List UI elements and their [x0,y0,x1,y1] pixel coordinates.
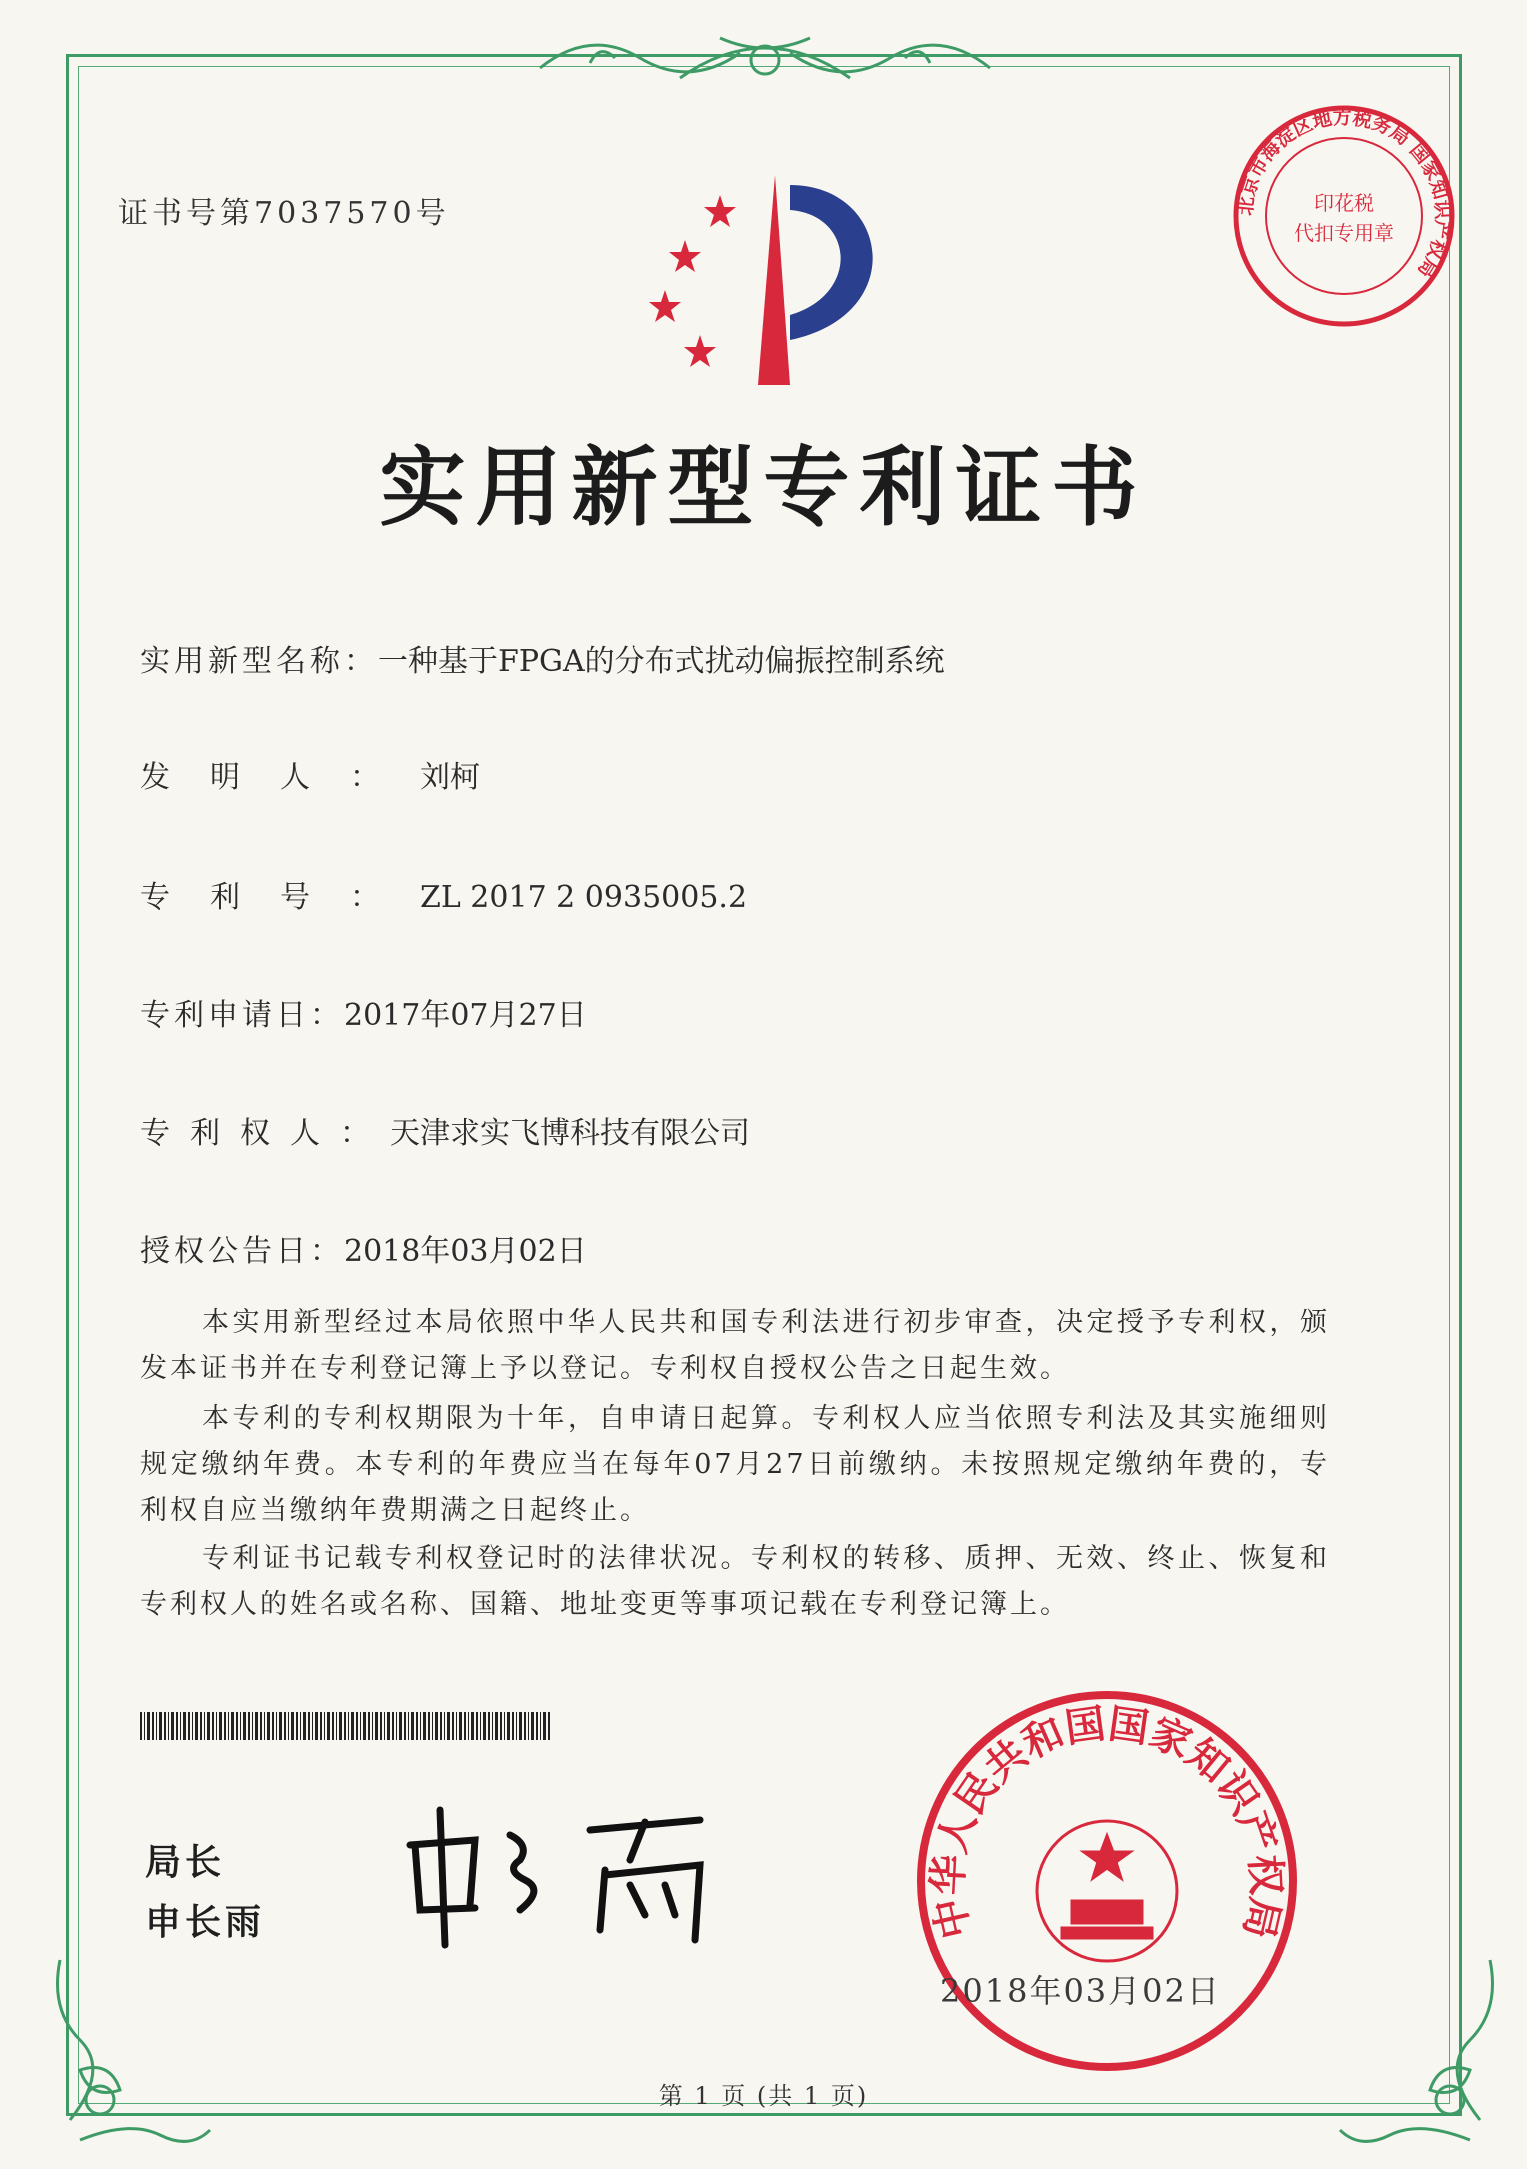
bottom-left-ornament-icon [40,1950,220,2150]
application-date-row [140,990,587,1034]
paragraph-3: 专利证书记载专利权登记时的法律状况。专利权的转移、质押、无效、终止、恢复和专利权人的姓名或名称、国籍、地址变更等事项记载在专利登记簿上。 [140,1543,1330,1620]
paragraph-1: 本实用新型经过本局依照中华人民共和国专利法进行初步审查，决定授予专利权，颁发本证书并在专利登记簿上予以登记。专利权自授权公告之日起生效。 [140,1307,1330,1384]
emblem-icon [1037,1821,1177,1961]
cnipa-seal-icon [912,1686,1302,2076]
utility-model-name-row [140,636,945,680]
patent-number-row [140,872,747,916]
bottom-right-ornament-icon [1330,1950,1510,2150]
inventor-label: 发明人： [140,760,420,795]
small-seal-line-1: 印花税 [1314,191,1374,215]
patent-number-label: 专利号： [140,880,420,915]
page-title: 实用新型专利证书 [379,438,1148,538]
director-title: 局长 [145,1842,226,1883]
grant-date-row [140,1226,587,1270]
inventor-value: 刘柯 [420,760,480,795]
patent-number-value: ZL 2017 2 0935005.2 [420,880,748,915]
tax-seal-icon [1228,100,1460,332]
certificate-number: 证书号第7037570号 [118,196,450,231]
director-name: 申长雨 [145,1902,266,1943]
application-date-label: 专利申请日： [140,998,344,1033]
utility-model-name-value: 一种基于FPGA的分布式扰动偏振控制系统 [378,644,945,679]
seal-date: 2018年03月02日 [940,1972,1221,2010]
cnipa-logo-icon [640,165,900,395]
patentee-value: 天津求实飞博科技有限公司 [390,1116,750,1151]
grant-date-label: 授权公告日： [140,1234,344,1269]
small-seal-ring-text: 北京市海淀区地方税务局 国家知识产权局 [1234,106,1454,282]
application-date-value: 2017年07月27日 [344,998,587,1033]
patentee-row [140,1108,750,1152]
grant-date-value: 2018年03月02日 [344,1234,587,1269]
page-number: 第 1 页 (共 1 页) [658,2082,869,2110]
inventor-row [140,752,480,796]
top-ornament-icon [530,18,1000,98]
paragraph-2: 本专利的专利权期限为十年，自申请日起算。专利权人应当依照专利法及其实施细则规定缴纳年费。本专利的年费应当在每年07月27日前缴纳。未按照规定缴纳年费的，专利权自应当缴纳年费期满之日起终止。 [140,1403,1330,1526]
big-seal-ring-text: 中华人民共和国国家知识产权局 [925,1701,1289,1943]
utility-model-name-label: 实用新型名称： [140,644,378,679]
signature-icon [400,1800,760,1950]
barcode-icon [140,1712,552,1740]
small-seal-line-2: 代扣专用章 [1294,221,1394,245]
patentee-label: 专利权人： [140,1116,390,1151]
